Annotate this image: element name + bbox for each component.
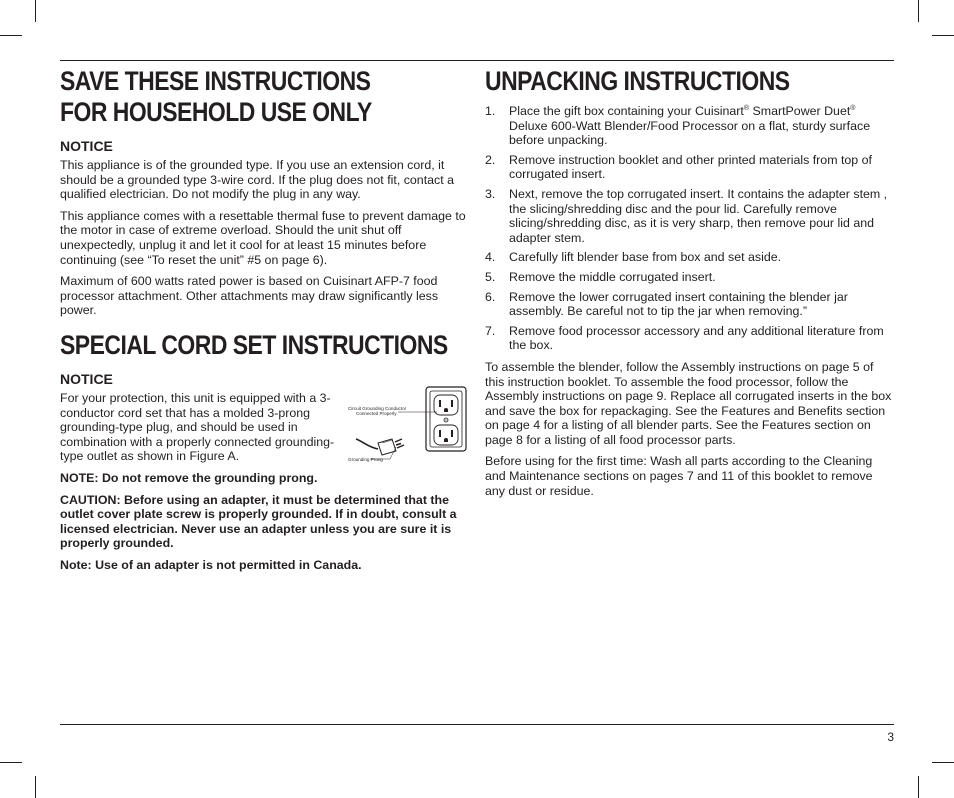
unpacking-steps	[485, 104, 895, 353]
step-text: SmartPower Duet	[749, 104, 851, 118]
cord-paragraph: For your protection, this unit is equipped with a 3-conductor cord set that has a molded 3-prong grounding-type plug, and should be used in combination with a properly connected grounding-type outlet as shown in Figure A.	[60, 390, 335, 464]
list-item	[485, 104, 895, 148]
list-item	[485, 290, 895, 319]
step-text: Deluxe 600-Watt Blender/Food Processor on a flat, sturdy surface before unpacking.	[509, 118, 871, 148]
title-line: FOR HOUSEHOLD USE ONLY	[60, 97, 372, 127]
step-text: Remove the middle corrugated insert.	[509, 269, 716, 284]
crop-mark	[35, 776, 36, 798]
bottom-rule	[60, 724, 894, 725]
page-number: 3	[887, 730, 894, 744]
top-rule	[60, 60, 894, 61]
step-text: Place the gift box containing your Cuisinart	[509, 104, 744, 118]
note-grounding-prong: NOTE: Do not remove the grounding prong.	[60, 470, 318, 485]
step-text: Carefully lift blender base from box and set aside.	[509, 250, 782, 265]
step-text: Remove instruction booklet and other printed materials from top of corrugated insert.	[509, 152, 872, 182]
note-canada: Note: Use of an adapter is not permitted in Canada.	[60, 557, 362, 572]
title-line: SAVE THESE INSTRUCTIONS	[60, 66, 371, 96]
list-item	[485, 270, 895, 285]
step-number: 2.	[485, 152, 496, 167]
notice-paragraph: This appliance is of the grounded type. If you use an extension cord, it should be a grounded type 3-wire cord. If the plug does not fit, contact a qualified electrician. Do not modify the plug in any way.	[60, 158, 454, 202]
crop-mark	[0, 762, 22, 763]
registered-mark: ®	[743, 105, 750, 112]
connected-label: Connected Properly	[356, 410, 397, 416]
step-number: 5.	[485, 269, 496, 284]
notice-heading: NOTICE	[60, 138, 113, 154]
cord-section	[60, 391, 470, 464]
crop-mark	[918, 776, 919, 798]
caution-adapter: CAUTION: Before using an adapter, it must be determined that the outlet cover plate screw is properly grounded. If in doubt, consult a licensed electrician. Never use an adapter unless you are sure it is properly grounded.	[60, 492, 457, 551]
step-number: 3.	[485, 186, 496, 201]
grounded-outlet-figure	[348, 381, 472, 465]
step-number: 4.	[485, 250, 496, 265]
conductor-label: Circuit Grounding Conductor	[348, 405, 407, 411]
assembly-paragraph: To assemble the blender, follow the Assembly instructions on page 5 of this instruction booklet. To assemble the food processor, follow the Assembly instructions on page 9. Replace all corrugated inserts in the box and save the box for repackaging. See the Features and Benefits section on page 4 for a listing of all blender parts. See the Features section on page 8 for a listing of all food processor parts.	[485, 359, 892, 447]
registered-mark: ®	[850, 105, 856, 112]
unpacking-title: UNPACKING INSTRUCTIONS	[485, 66, 790, 96]
cord-set-title: SPECIAL CORD SET INSTRUCTIONS	[60, 329, 448, 360]
cord-notice-heading: NOTICE	[60, 370, 113, 387]
notice-paragraph: This appliance comes with a resettable thermal fuse to prevent damage to the motor in case of extreme overload. Should the unit shut off unexpectedly, unplug it and let it cool for at least 15 minutes before continuing (see “To reset the unit” #5 on page 6).	[60, 208, 466, 267]
list-item	[485, 250, 895, 265]
save-instructions-title	[60, 66, 409, 128]
right-column	[485, 66, 895, 498]
crop-mark	[918, 0, 919, 22]
step-number: 6.	[485, 289, 496, 304]
first-use-paragraph: Before using for the first time: Wash all parts according to the Cleaning and Maintenance sections on pages 7 and 11 of this booklet to remove any dust or residue.	[485, 454, 873, 498]
list-item	[485, 324, 895, 353]
step-text: Next, remove the top corrugated insert. It contains the adapter stem , the slicing/shredding disc and the pour lid. Carefully remove slicing/shredding disc, as it is very sharp, then remove pour lid and adapter stem.	[509, 186, 888, 245]
crop-mark	[0, 35, 22, 36]
notice-paragraph: Maximum of 600 watts rated power is based on Cuisinart AFP-7 food processor attachment. Other attachments may draw significantly less power.	[60, 274, 439, 318]
step-number: 7.	[485, 323, 496, 338]
step-number: 1.	[485, 104, 496, 118]
step-text: Remove food processor accessory and any additional literature from the box.	[509, 323, 884, 353]
crop-mark	[932, 35, 954, 36]
list-item	[485, 187, 895, 245]
step-text: Remove the lower corrugated insert containing the blender jar assembly. Be careful not to tip the jar when removing.”	[509, 289, 848, 319]
left-column	[60, 66, 470, 572]
crop-mark	[932, 762, 954, 763]
prong-label: Grounding Prong	[348, 456, 383, 462]
list-item	[485, 153, 895, 182]
crop-mark	[35, 0, 36, 22]
